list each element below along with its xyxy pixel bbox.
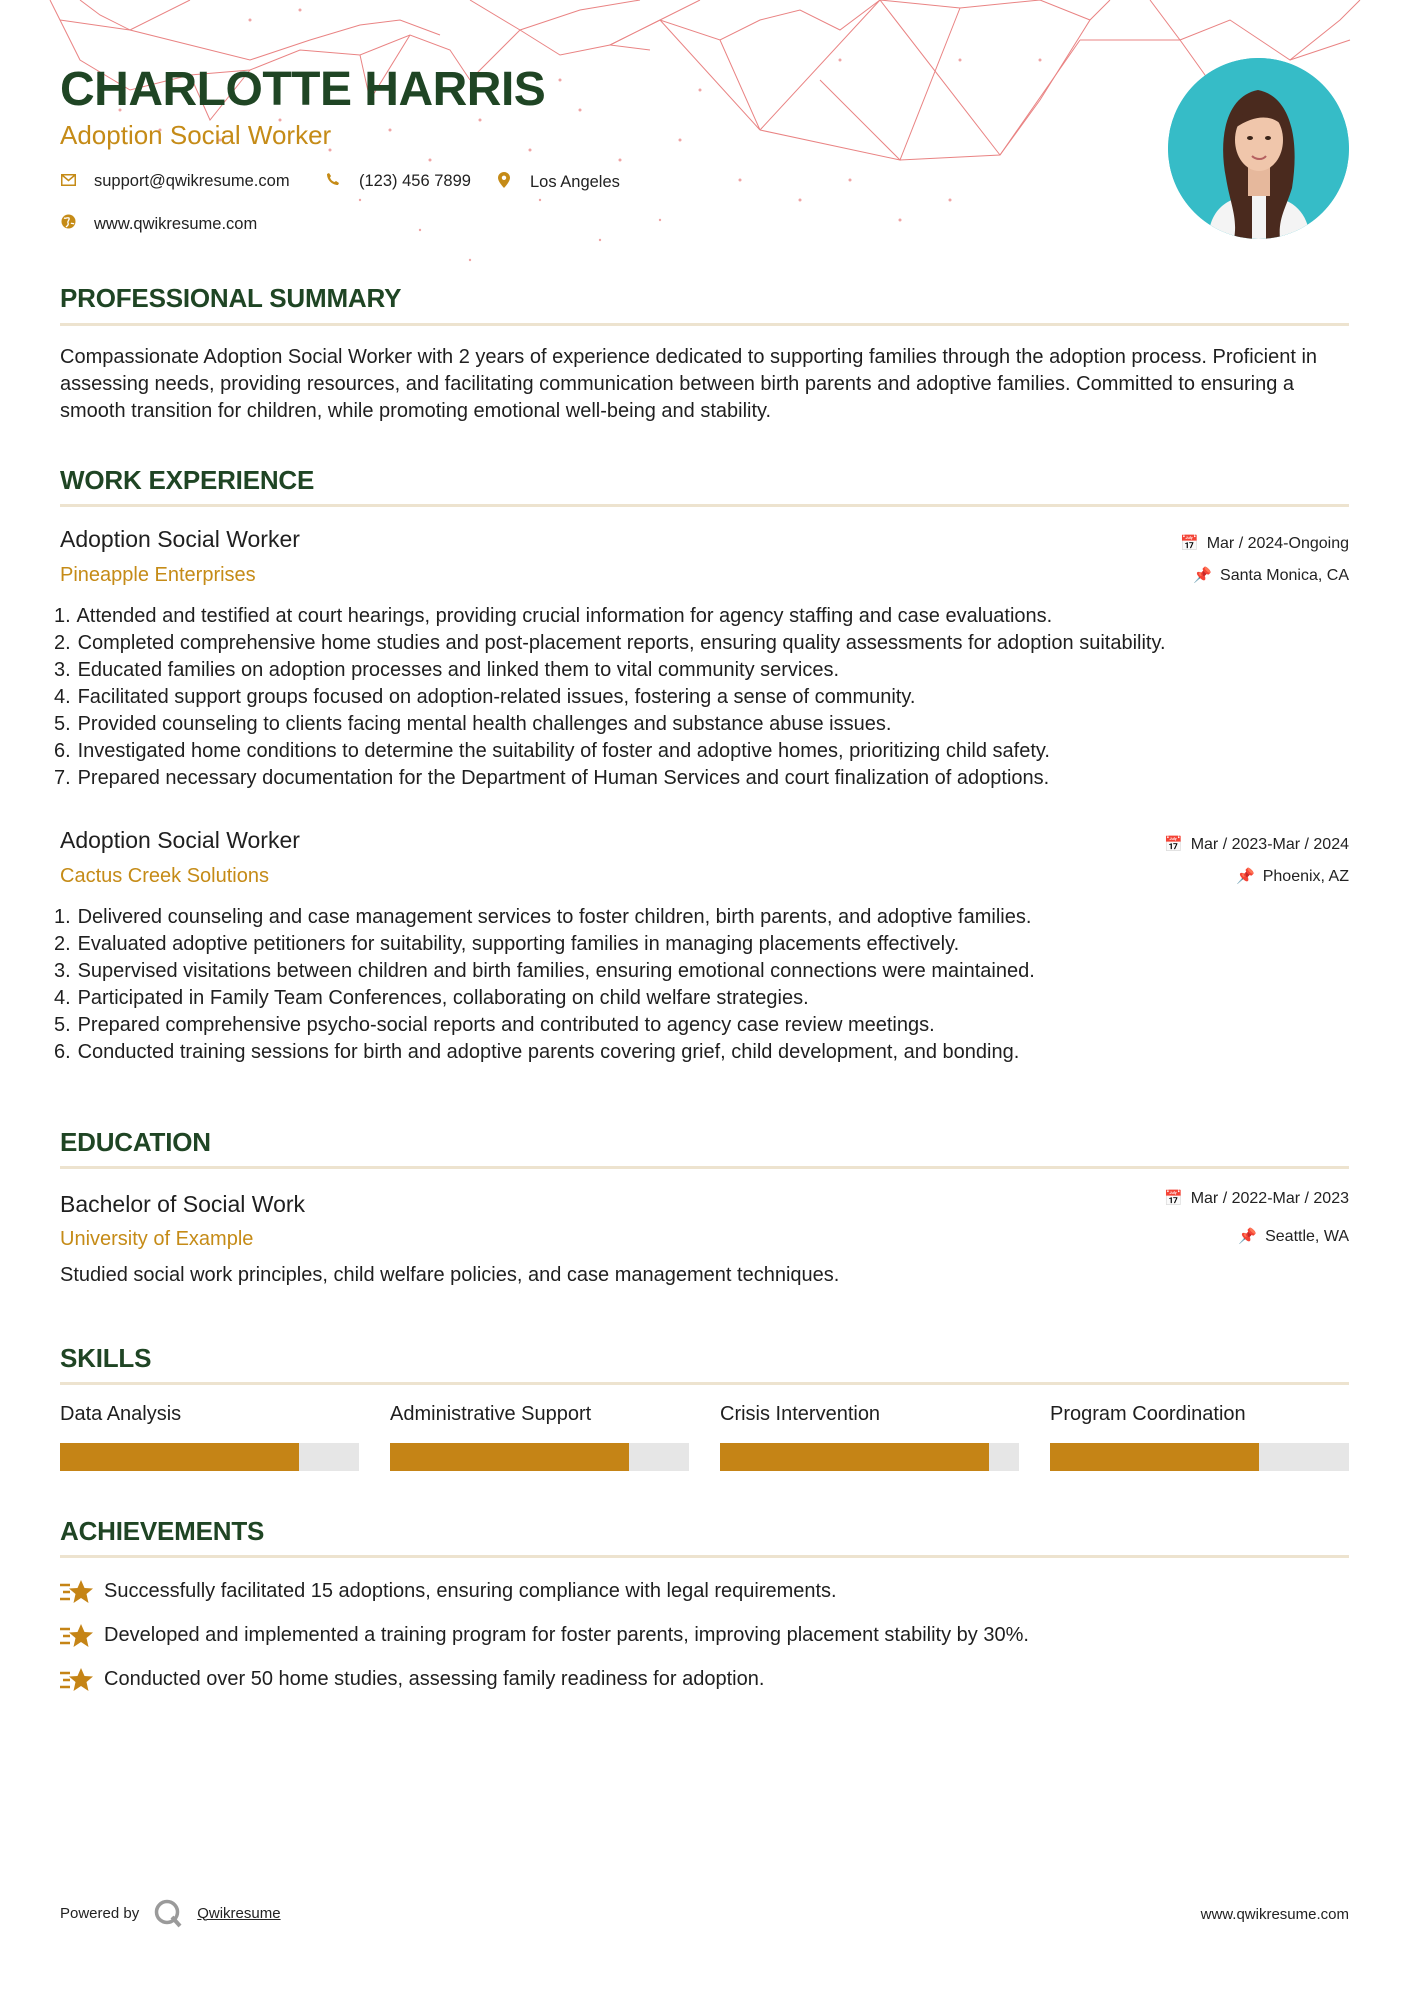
candidate-name: CHARLOTTE HARRIS bbox=[60, 63, 546, 116]
job-company: Cactus Creek Solutions bbox=[60, 865, 269, 887]
job-title: Adoption Social Worker bbox=[60, 827, 300, 853]
job-dates bbox=[1164, 835, 1349, 854]
list-item: 6. Investigated home conditions to determine the suitability of foster and adoptive homes, prioritizing child safety. bbox=[54, 740, 1050, 762]
calendar-icon: 📅 bbox=[1164, 836, 1183, 853]
list-item: 7. Prepared necessary documentation for the Department of Human Services and court finalization of adoptions. bbox=[54, 767, 1050, 789]
list-item: 3. Educated families on adoption processes and linked them to vital community services. bbox=[54, 659, 840, 681]
footer-powered-by bbox=[60, 1898, 281, 1928]
pushpin-icon: 📌 bbox=[1238, 1228, 1258, 1245]
contact-website[interactable] bbox=[60, 214, 257, 234]
achievement-text: Developed and implemented a training program for foster parents, improving placement stability by 30%. bbox=[104, 1623, 1029, 1646]
experience-heading: WORK EXPERIENCE bbox=[60, 465, 315, 495]
skill-item bbox=[720, 1403, 1019, 1471]
section-divider bbox=[60, 323, 1349, 326]
job-location-text: Santa Monica, CA bbox=[1220, 567, 1349, 584]
section-divider bbox=[60, 1166, 1349, 1169]
contact-location-text: Los Angeles bbox=[530, 173, 620, 191]
list-item: 1. Attended and testified at court hearings, providing crucial information for agency staffing and case evaluations. bbox=[54, 605, 1053, 627]
star-icon bbox=[60, 1621, 94, 1649]
skill-bar-track bbox=[1050, 1443, 1349, 1471]
job-location bbox=[1236, 867, 1349, 886]
globe-icon bbox=[60, 214, 76, 234]
summary-text: Compassionate Adoption Social Worker with 2 years of experience dedicated to supporting families through the adoption process. Proficient in assessing needs, providing resources, and facilitating communication between birth parents and adoptive families. Committed to ensuring a smooth transition for children, while promoting emotional well-being and stability. bbox=[60, 346, 1318, 422]
candidate-title: Adoption Social Worker bbox=[60, 120, 332, 150]
profile-photo bbox=[1168, 58, 1349, 239]
job-location bbox=[1193, 566, 1349, 585]
list-item: 1. Delivered counseling and case management services to foster children, birth parents, and adoptive families. bbox=[54, 906, 1032, 928]
summary-heading: PROFESSIONAL SUMMARY bbox=[60, 283, 402, 313]
resume-page bbox=[54, 0, 1349, 1990]
education-school: University of Example bbox=[60, 1228, 254, 1250]
list-item: 2. Evaluated adoptive petitioners for suitability, supporting families in managing placements effectively. bbox=[54, 933, 960, 955]
skill-name: Data Analysis bbox=[60, 1403, 182, 1425]
skill-bar-fill bbox=[1050, 1443, 1259, 1471]
phone-icon bbox=[325, 172, 341, 191]
contact-email[interactable] bbox=[60, 172, 290, 191]
skill-name: Administrative Support bbox=[390, 1403, 592, 1425]
skill-bar-fill bbox=[390, 1443, 629, 1471]
job-location-text: Phoenix, AZ bbox=[1262, 868, 1349, 885]
calendar-icon: 📅 bbox=[1164, 1190, 1183, 1207]
job-company: Pineapple Enterprises bbox=[60, 564, 256, 586]
education-degree: Bachelor of Social Work bbox=[60, 1191, 306, 1217]
achievements-heading: ACHIEVEMENTS bbox=[60, 1516, 265, 1546]
list-item: 3. Supervised visitations between children and birth families, ensuring emotional connections were maintained. bbox=[54, 960, 1035, 982]
skill-bar-track bbox=[720, 1443, 1019, 1471]
list-item: 4. Participated in Family Team Conferences, collaborating on child welfare strategies. bbox=[54, 987, 809, 1009]
skill-name: Program Coordination bbox=[1050, 1403, 1246, 1425]
skill-name: Crisis Intervention bbox=[720, 1403, 881, 1425]
achievement-item bbox=[60, 1665, 764, 1693]
skill-bar-fill bbox=[60, 1443, 299, 1471]
skill-bar-fill bbox=[720, 1443, 989, 1471]
contact-website-text: www.qwikresume.com bbox=[94, 214, 258, 233]
skill-item bbox=[60, 1403, 359, 1471]
list-item: 5. Prepared comprehensive psycho-social reports and contributed to agency case review meetings. bbox=[54, 1014, 935, 1036]
star-icon bbox=[60, 1577, 94, 1605]
footer-website[interactable]: www.qwikresume.com bbox=[1200, 1906, 1349, 1923]
contact-location bbox=[496, 172, 620, 193]
qwikresume-link[interactable]: Qwikresume bbox=[197, 1904, 281, 1922]
qwikresume-logo-icon bbox=[153, 1898, 183, 1928]
job-dates bbox=[1180, 534, 1349, 553]
achievement-item bbox=[60, 1577, 837, 1605]
section-divider bbox=[60, 504, 1349, 507]
map-pin-icon bbox=[496, 172, 512, 193]
section-divider bbox=[60, 1555, 1349, 1558]
list-item: 4. Facilitated support groups focused on adoption-related issues, fostering a sense of community. bbox=[54, 686, 916, 708]
powered-by-label: Powered by bbox=[60, 1904, 140, 1922]
list-item: 5. Provided counseling to clients facing mental health challenges and substance abuse issues. bbox=[54, 713, 892, 735]
skill-item bbox=[1050, 1403, 1349, 1471]
job-dates-text: Mar / 2024-Ongoing bbox=[1206, 535, 1349, 552]
contact-email-text: support@qwikresume.com bbox=[94, 172, 290, 190]
education-location-text: Seattle, WA bbox=[1265, 1228, 1349, 1245]
job-dates-text: Mar / 2023-Mar / 2024 bbox=[1190, 836, 1349, 853]
skills-heading: SKILLS bbox=[60, 1343, 152, 1373]
education-heading: EDUCATION bbox=[60, 1127, 211, 1157]
envelope-icon bbox=[60, 173, 76, 191]
contact-phone[interactable] bbox=[325, 172, 471, 191]
calendar-icon: 📅 bbox=[1180, 535, 1199, 552]
pushpin-icon: 📌 bbox=[1193, 567, 1213, 584]
list-item: 2. Completed comprehensive home studies and post-placement reports, ensuring quality assessments for adoption suitability. bbox=[54, 632, 1166, 654]
skill-item bbox=[390, 1403, 689, 1471]
job-title: Adoption Social Worker bbox=[60, 526, 300, 552]
job-bullet-list bbox=[54, 904, 1349, 1066]
pushpin-icon: 📌 bbox=[1236, 868, 1255, 885]
achievement-item bbox=[60, 1621, 1029, 1649]
education-description: Studied social work principles, child welfare policies, and case management techniques. bbox=[60, 1264, 840, 1286]
education-dates bbox=[1164, 1189, 1349, 1208]
list-item: 6. Conducted training sessions for birth and adoptive parents covering grief, child development, and bonding. bbox=[54, 1041, 1020, 1063]
achievement-text: Conducted over 50 home studies, assessing family readiness for adoption. bbox=[104, 1667, 765, 1690]
section-divider bbox=[60, 1382, 1349, 1385]
skill-bar-track bbox=[60, 1443, 359, 1471]
skill-bar-track bbox=[390, 1443, 689, 1471]
star-icon bbox=[60, 1665, 94, 1693]
education-dates-text: Mar / 2022-Mar / 2023 bbox=[1190, 1190, 1349, 1207]
contact-phone-text: (123) 456 7899 bbox=[359, 172, 471, 190]
achievement-text: Successfully facilitated 15 adoptions, ensuring compliance with legal requirements. bbox=[104, 1579, 837, 1602]
job-bullet-list bbox=[54, 603, 1349, 792]
education-location bbox=[1238, 1227, 1349, 1246]
